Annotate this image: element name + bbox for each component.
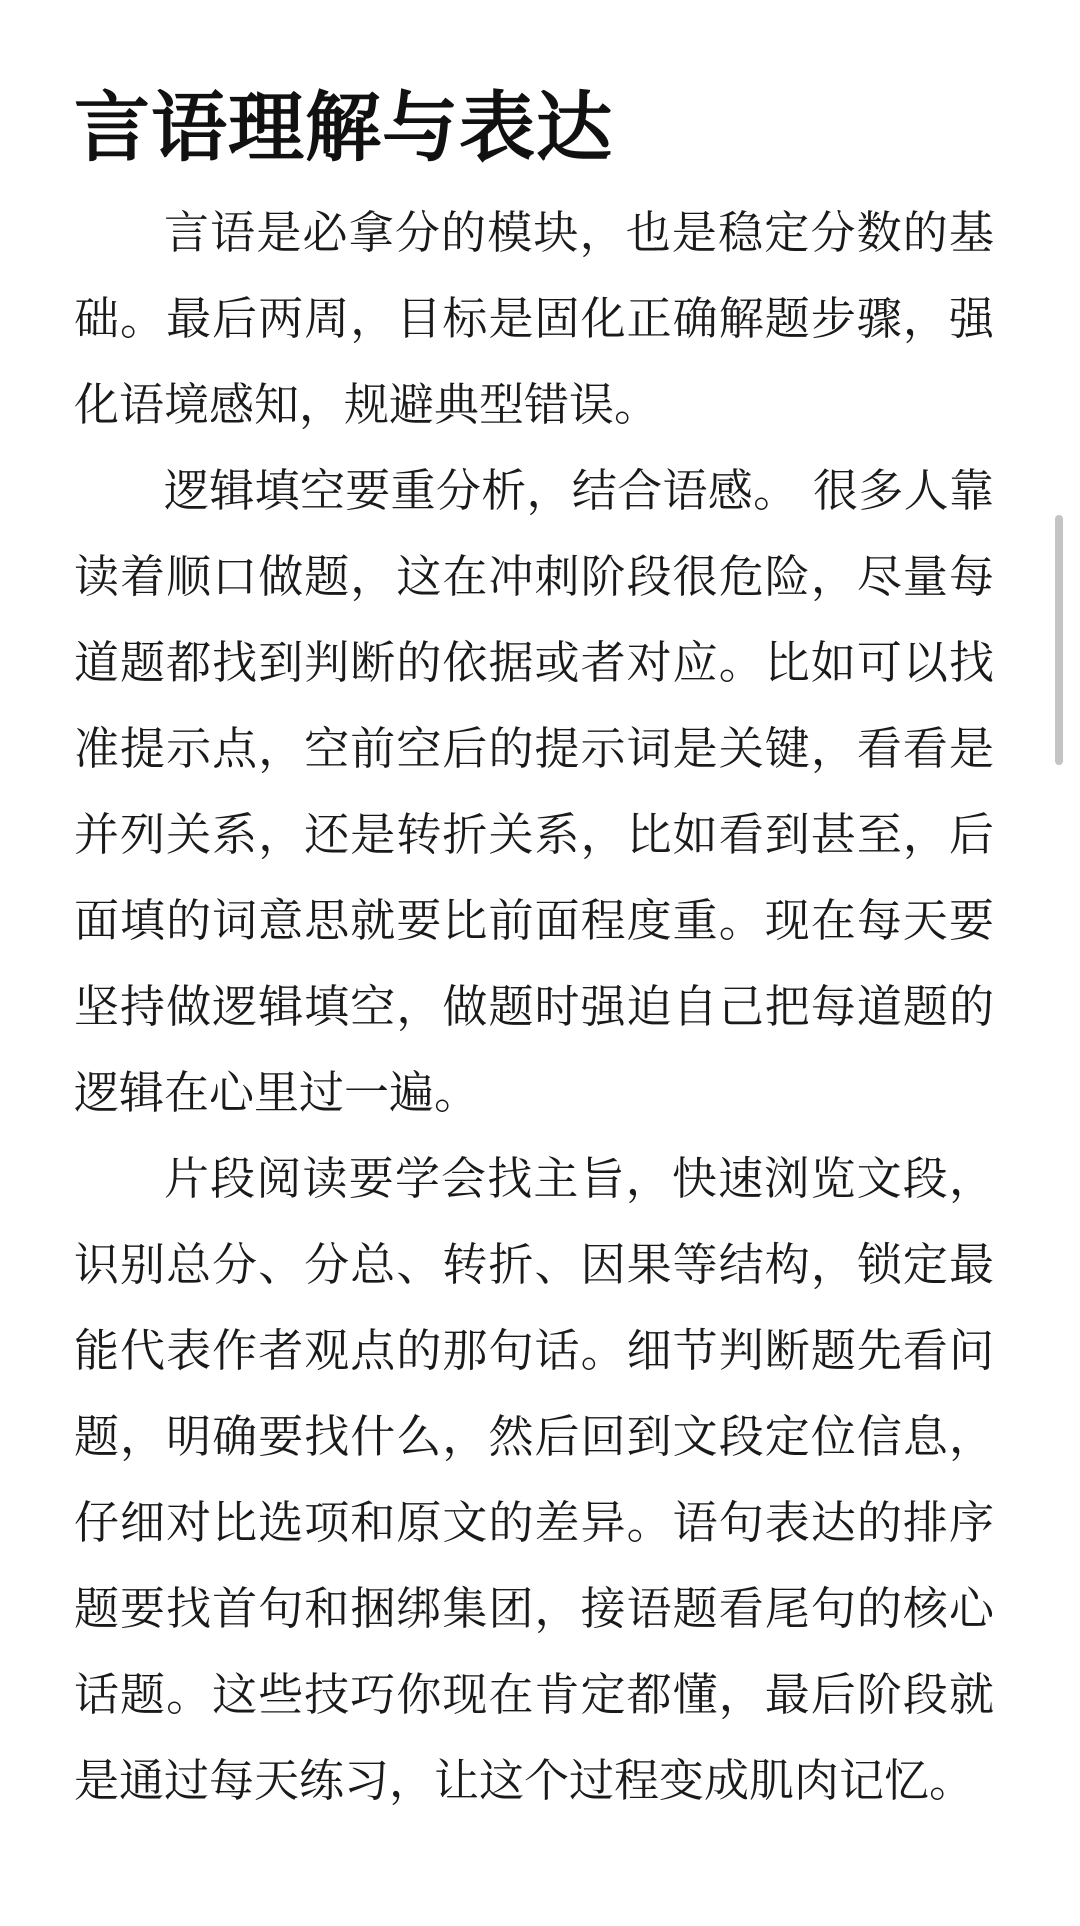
article-body (74, 190, 994, 1824)
paragraph-2: 逻辑填空要重分析，结合语感。 很多人靠读着顺口做题，这在冲刺阶段很危险，尽量每道题都找到判断的依据或者对应。比如可以找准提示点，空前空后的提示词是关键，看看是并列关系，还是转折关系，比如看到甚至，后面填的词意思就要比前面程度重。现在每天要坚持做逻辑填空，做题时强迫自己把每道题的逻辑在心里过一遍。 (74, 464, 994, 1119)
paragraph-1: 言语是必拿分的模块，也是稳定分数的基础。最后两周，目标是固化正确解题步骤，强化语境感知，规避典型错误。 (74, 206, 994, 431)
paragraph-3: 片段阅读要学会找主旨，快速浏览文段，识别总分、分总、转折、因果等结构，锁定最能代表作者观点的那句话。细节判断题先看问题，明确要找什么，然后回到文段定位信息，仔细对比选项和原文的差异。语句表达的排序题要找首句和捆绑集团，接语题看尾句的核心话题。这些技巧你现在肯定都懂，最后阶段就是通过每天练习，让这个过程变成肌肉记忆。 (74, 1152, 994, 1807)
vertical-scrollbar[interactable] (1055, 515, 1063, 765)
article-title: 言语理解与表达 (74, 83, 613, 172)
